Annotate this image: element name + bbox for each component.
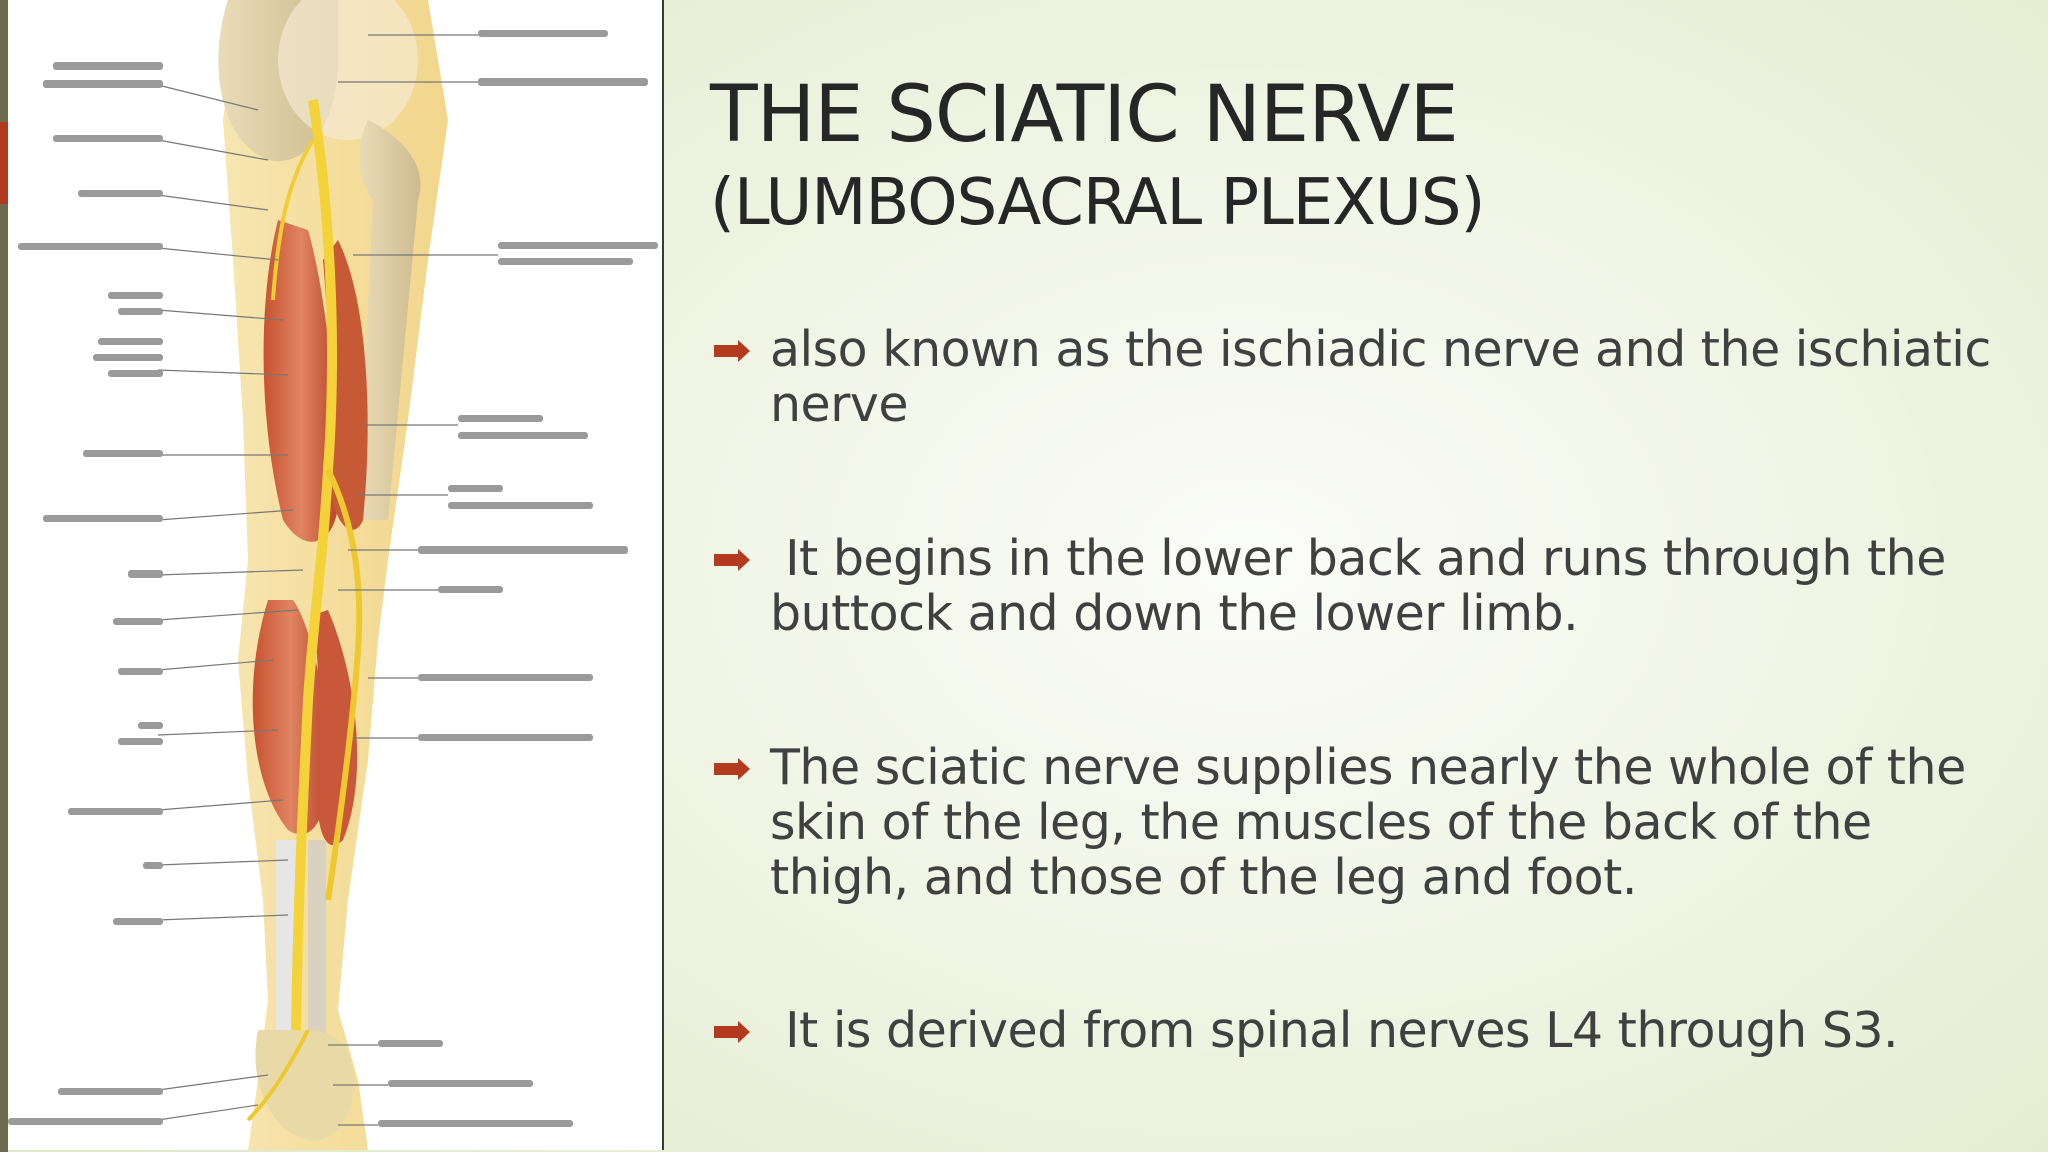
bullet-text: It begins in the lower back and runs through the buttock and down the lower limb. xyxy=(770,530,1961,642)
title-line-1: THE SCIATIC NERVE xyxy=(710,70,1458,160)
accent-mark xyxy=(0,122,8,204)
arrow-bullet-icon xyxy=(712,340,752,362)
leg-anatomy-figure xyxy=(8,0,662,1150)
arrow-bullet-icon xyxy=(712,549,752,571)
bullet-text: It is derived from spinal nerves L4 through S3. xyxy=(770,1002,1899,1059)
slide-title xyxy=(710,70,2010,246)
title-line-2: (LUMBOSACRAL PLEXUS) xyxy=(710,166,1485,240)
bullet-text: also known as the ischiadic nerve and the ischiatic nerve xyxy=(770,321,1991,433)
anatomy-illustration xyxy=(8,0,664,1150)
arrow-bullet-icon xyxy=(712,1021,752,1043)
arrow-bullet-icon xyxy=(712,758,752,780)
bullet-text: The sciatic nerve supplies nearly the whole of the skin of the leg, the muscles of the back of the thigh, and those of the leg and foot. xyxy=(770,739,1966,906)
